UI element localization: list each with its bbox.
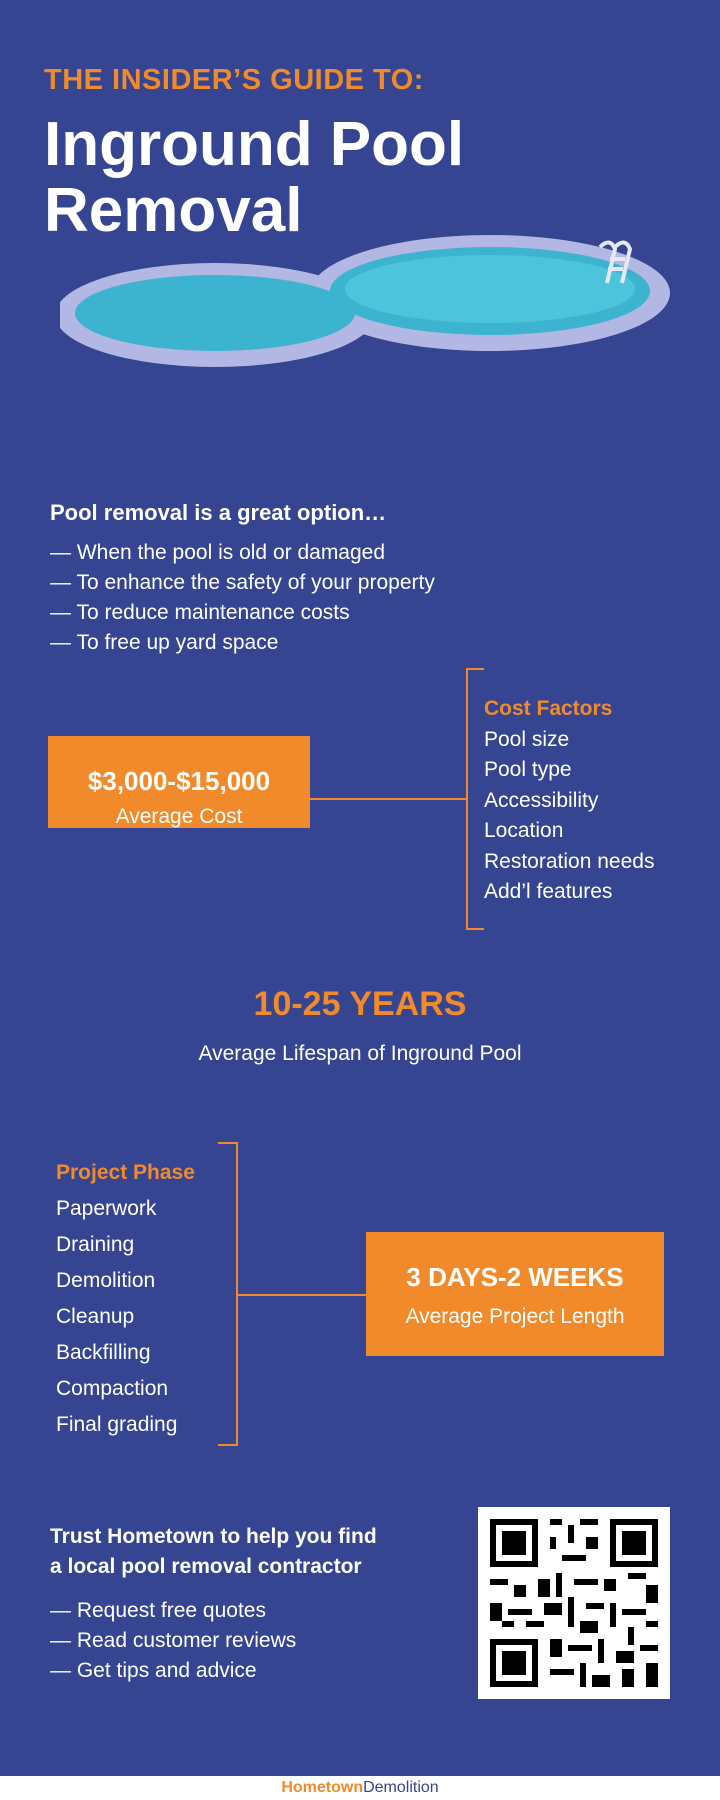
cost-value: $3,000-$15,000: [87, 766, 271, 796]
trust-heading: [50, 1522, 470, 1582]
page-title: [44, 112, 644, 244]
trust-item: — Read customer reviews: [50, 1629, 297, 1652]
project-phase-item: Paperwork: [56, 1197, 157, 1220]
project-phase-item: Compaction: [56, 1377, 169, 1400]
pool-illustration: [60, 235, 700, 405]
guide-subtitle: THE INSIDER’S GUIDE TO:: [44, 64, 424, 96]
footer-brand: [0, 1776, 720, 1800]
brand-name-demolition: Demolition: [363, 1779, 439, 1796]
project-phase-item: Draining: [56, 1233, 135, 1256]
trust-item: — Get tips and advice: [50, 1659, 257, 1682]
project-phase-list: [56, 1155, 195, 1443]
project-phase-item: Backfilling: [56, 1341, 151, 1364]
title-line-1: Inground Pool: [44, 110, 465, 179]
option-item: — To enhance the safety of your property: [50, 571, 435, 594]
cost-factor-item: Pool type: [484, 758, 572, 781]
title-line-2: Removal: [44, 176, 303, 245]
project-length-value: 3 DAYS-2 WEEKS: [406, 1262, 624, 1292]
cost-factor-item: Pool size: [484, 727, 570, 751]
brand-name-hometown: Hometown: [281, 1779, 364, 1796]
cost-factor-item: Location: [484, 819, 564, 842]
cost-factors-heading: Cost Factors: [484, 697, 613, 720]
project-length-label: Average Project Length: [405, 1305, 625, 1328]
project-phase-item: Demolition: [56, 1269, 156, 1292]
phase-bracket-bottom: [218, 1444, 238, 1446]
cost-connector: [310, 798, 466, 800]
option-item: — When the pool is old or damaged: [50, 541, 386, 564]
trust-item: — Request free quotes: [50, 1599, 266, 1622]
project-phase-item: Cleanup: [56, 1305, 135, 1328]
lifespan-label: Average Lifespan of Inground Pool: [198, 1042, 522, 1065]
project-length-box: [366, 1232, 664, 1356]
trust-heading-line-1: Trust Hometown to help you find: [50, 1525, 377, 1548]
options-list: [50, 538, 435, 658]
cost-bracket-top: [466, 668, 484, 670]
option-item: — To free up yard space: [50, 631, 279, 654]
average-cost-box: [48, 736, 310, 828]
phase-connector: [236, 1294, 366, 1296]
project-phase-heading: Project Phase: [56, 1161, 195, 1184]
cost-factor-item: Restoration needs: [484, 849, 655, 873]
cost-bracket-vertical: [466, 668, 468, 930]
option-item: — To reduce maintenance costs: [50, 601, 350, 624]
qr-code[interactable]: [478, 1507, 670, 1699]
lifespan-value: 10-25 YEARS: [253, 985, 467, 1023]
cost-factor-item: Add’l features: [484, 880, 613, 903]
cost-factor-item: Accessibility: [484, 788, 599, 812]
cost-bracket-bottom: [466, 928, 484, 930]
options-heading: Pool removal is a great option…: [50, 500, 387, 525]
qr-code-icon: [478, 1507, 670, 1699]
trust-list: [50, 1596, 296, 1686]
cost-factors-list: [484, 694, 654, 908]
cost-label: Average Cost: [115, 805, 243, 828]
trust-heading-line-2: a local pool removal contractor: [50, 1555, 362, 1578]
phase-bracket-top: [218, 1142, 238, 1144]
project-phase-item: Final grading: [56, 1413, 178, 1436]
